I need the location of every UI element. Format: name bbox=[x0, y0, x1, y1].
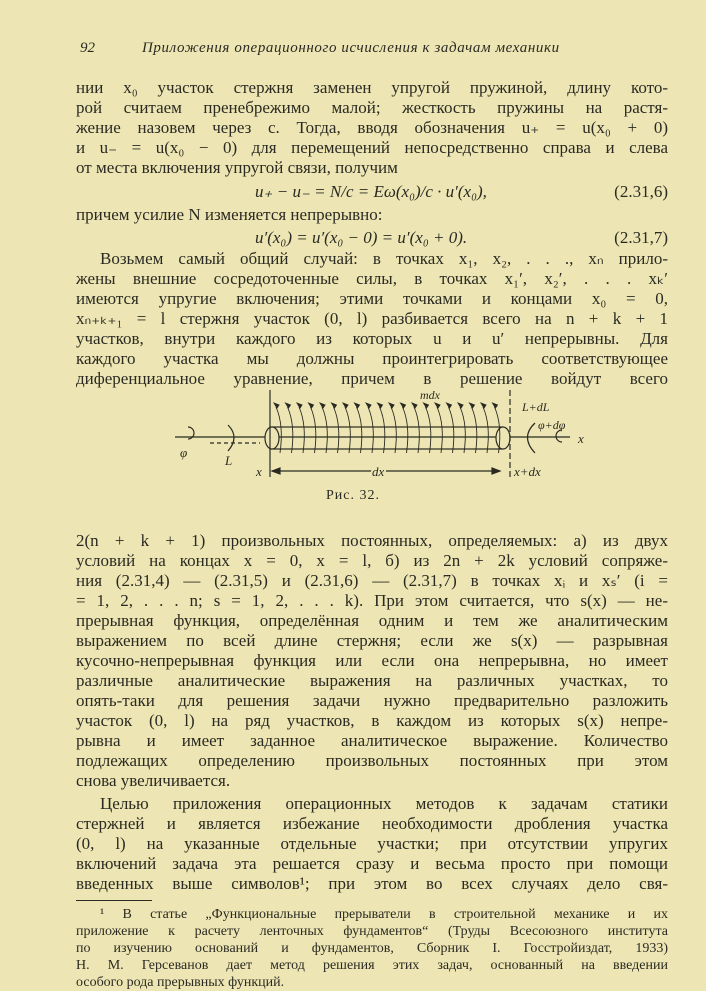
label-x-plus-dx: x+dx bbox=[514, 464, 541, 479]
text-line: диференциальное уравнение, причем в решение войдут всего bbox=[76, 369, 668, 388]
label-phi: φ bbox=[180, 445, 188, 460]
running-title: Приложения операционного исчисления к задачам механики bbox=[142, 40, 560, 56]
distributed-moment-arc bbox=[472, 407, 477, 453]
distributed-moment-arc bbox=[483, 407, 488, 453]
distributed-moment-arrowhead bbox=[412, 403, 417, 408]
distributed-moment-arrowhead bbox=[435, 403, 440, 408]
text-line: опять-таки для решения задачи нужно предварительно разложить bbox=[76, 691, 668, 710]
distributed-moment-arc bbox=[449, 407, 454, 453]
footnote-line: по изучению оснований и фундаментов, Сборник I. Госстройиздат, 1933) bbox=[76, 941, 668, 956]
text-line: жены внешние сосредоточенные силы, в точках x₁′, x₂′, . . . xₖ′ bbox=[76, 269, 668, 288]
footnote-line: Н. М. Герсеванов дает метод решения этих задач, основанный на введении bbox=[76, 958, 668, 973]
text-line: имеются упругие включения; этими точками и концами x₀ = 0, bbox=[76, 289, 668, 308]
text-line: стержней и является избежание необходимости дробления участка bbox=[76, 814, 668, 833]
text-line: кусочно-непрерывная функция или если она непрерывна, но имеет bbox=[76, 651, 668, 670]
distributed-moment-arc bbox=[311, 407, 316, 453]
distributed-moment-arrowhead bbox=[332, 403, 337, 408]
distributed-moment-arc bbox=[368, 407, 373, 453]
distributed-moment-arc bbox=[414, 407, 419, 453]
distributed-moment-arc bbox=[322, 407, 327, 453]
rod-right-end bbox=[496, 427, 510, 449]
text-line: включений задача эта решается сразу и весьма просто при помощи bbox=[76, 854, 668, 873]
footnote-line: ¹ В статье „Функциональные прерыватели в строительной механике и их bbox=[100, 907, 668, 922]
text-line: и u₋ = u(x₀ − 0) для перемещений непосредственно справа и слева bbox=[76, 138, 668, 157]
distributed-moment-arrowhead bbox=[366, 403, 371, 408]
figure-caption: Рис. 32. bbox=[326, 488, 380, 503]
torque-LdL-arc bbox=[528, 423, 536, 453]
text-line: выражением по всей длине стержня; если же s(x) — разрывная bbox=[76, 631, 668, 650]
rod-left-end bbox=[265, 427, 279, 449]
text-line: подлежащих определению произвольных постоянных при этом bbox=[76, 751, 668, 770]
text-line: Целью приложения операционных методов к задачам статики bbox=[100, 794, 668, 813]
text-line: участков, внутри каждого из которых u и u′ непрерывны. Для bbox=[76, 329, 668, 348]
text-line: каждого участка мы должны проинтегрировать соответствующее bbox=[76, 349, 668, 368]
distributed-moment-arrowhead bbox=[378, 403, 383, 408]
distributed-moment-arc bbox=[426, 407, 431, 453]
distributed-moment-arc bbox=[345, 407, 350, 453]
text-line: от места включения упругой связи, получим bbox=[76, 158, 398, 177]
distributed-moment-arc bbox=[380, 407, 385, 453]
text-line: различные аналитические выражения на различных участках, то bbox=[76, 671, 668, 690]
text-line: = 1, 2, . . . n; s = 1, 2, . . . k). При этом считается, что s(x) — не- bbox=[76, 591, 668, 610]
label-mdx: mdx bbox=[420, 388, 440, 402]
distributed-moment-arrowhead bbox=[447, 403, 452, 408]
distributed-moment-arrowhead bbox=[286, 403, 291, 408]
distributed-moment-arrowhead bbox=[320, 403, 325, 408]
text-line: рывна и имеет заданное аналитическое выражение. Количество bbox=[76, 731, 668, 750]
text-line: прерывная функция, определённая одним и тем же аналитическим bbox=[76, 611, 668, 630]
text-line: нии x₀ участок стержня заменен упругой пружиной, длину кото- bbox=[76, 78, 668, 97]
torque-L-arc bbox=[228, 425, 234, 451]
footnote-divider bbox=[76, 900, 152, 901]
distributed-moment-arrowhead bbox=[389, 403, 394, 408]
label-L-plus-dL: L+dL bbox=[522, 400, 550, 414]
distributed-moment-arc bbox=[288, 407, 293, 453]
distributed-moment-arrowhead bbox=[297, 403, 302, 408]
text-line: снова увеличивается. bbox=[76, 771, 231, 790]
footnote-line: приложение к расчету ленточных фундаментов“ (Труды Всесоюзного института bbox=[76, 924, 668, 939]
label-dx: dx bbox=[372, 464, 385, 479]
label-x: x bbox=[256, 464, 262, 479]
text-line: рой считаем пренебрежимо малой; жесткость пружины на растя- bbox=[76, 98, 668, 117]
text-line: 2(n + k + 1) произвольных постоянных, определяемых: а) из двух bbox=[76, 531, 668, 550]
distributed-moment-arrowhead bbox=[309, 403, 314, 408]
text-line: введенных выше символов¹; при этом во всех случаях дело свя- bbox=[76, 874, 668, 893]
distributed-moment-arrowhead bbox=[424, 403, 429, 408]
distributed-moment-arrowhead bbox=[274, 403, 279, 408]
distributed-moment-arc bbox=[437, 407, 442, 453]
distributed-moment-arrowhead bbox=[458, 403, 463, 408]
text-line: участок (0, l) на ряд участков, в каждом из которых s(x) непре- bbox=[76, 711, 668, 730]
distributed-moment-arrowhead bbox=[401, 403, 406, 408]
equation-number: (2.31,6) bbox=[614, 182, 668, 201]
equation-2-31-7: u′(x₀) = u′(x₀ − 0) = u′(x₀ + 0). bbox=[255, 228, 468, 247]
distributed-moment-arc bbox=[334, 407, 339, 453]
label-L: L bbox=[225, 453, 233, 468]
distributed-moment-arc bbox=[460, 407, 465, 453]
footnote-line: особого рода прерывных функций. bbox=[76, 975, 285, 990]
page-number: 92 bbox=[80, 40, 95, 56]
distributed-moment-arrowhead bbox=[481, 403, 486, 408]
figure-32-rod-element bbox=[170, 385, 590, 485]
text-line: ния (2.31,4) — (2.31,5) и (2.31,6) — (2.31,7) в точках xᵢ и xₛ′ (i = bbox=[76, 571, 668, 590]
label-phi-plus-dphi: φ+dφ bbox=[538, 418, 566, 432]
equation-2-31-6: u₊ − u₋ = N/c = Eω(x₀)/c · u′(x₀), bbox=[255, 182, 487, 201]
distributed-moment-arc bbox=[403, 407, 408, 453]
distributed-moment-arc bbox=[391, 407, 396, 453]
distributed-moment-arrowhead bbox=[355, 403, 360, 408]
text-line: жение назовем через c. Тогда, вводя обозначения u₊ = u(x₀ + 0) bbox=[76, 118, 668, 137]
distributed-moment-arc bbox=[357, 407, 362, 453]
text-line: xₙ₊ₖ₊₁ = l стержня участок (0, l) разбивается всего на n + k + 1 bbox=[76, 309, 668, 328]
distributed-moment-arrowhead bbox=[470, 403, 475, 408]
distributed-moment-arrowhead bbox=[493, 403, 498, 408]
equation-number: (2.31,7) bbox=[614, 228, 668, 247]
label-x-axis: x bbox=[578, 431, 584, 446]
text-line: условий на концах x = 0, x = l, б) из 2n + 2k условий сопряже- bbox=[76, 551, 668, 570]
text-line: (0, l) на указанные отдельные участки; при отсутствии упругих bbox=[76, 834, 668, 853]
distributed-moment-arrowhead bbox=[343, 403, 348, 408]
rod-body bbox=[270, 427, 503, 449]
text-line: Возьмем самый общий случай: в точках x₁, x₂, . . ., xₙ прило- bbox=[100, 249, 668, 268]
distributed-moment-arc bbox=[299, 407, 304, 453]
text-line: причем усилие N изменяется непрерывно: bbox=[76, 205, 383, 224]
